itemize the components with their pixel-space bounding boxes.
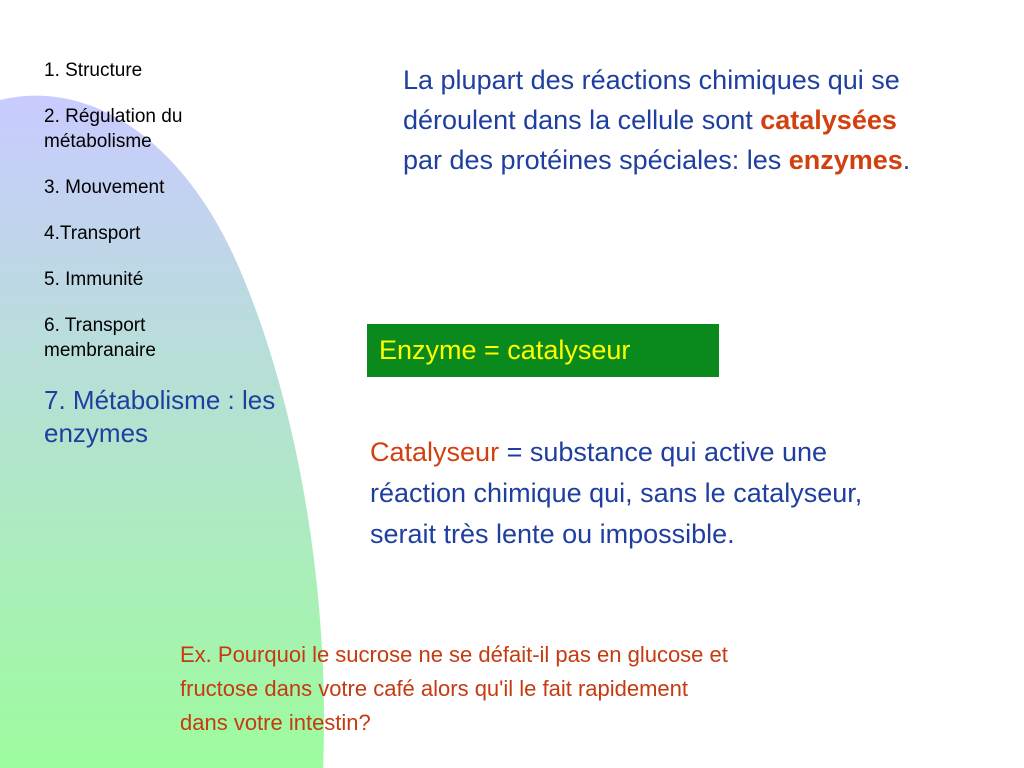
enzyme-catalyseur-box: Enzyme = catalyseur bbox=[367, 324, 719, 377]
example-line-1: Ex. Pourquoi le sucrose ne se défait-il pas en glucose et bbox=[180, 642, 728, 667]
example-line-2: fructose dans votre café alors qu'il le fait rapidement bbox=[180, 676, 689, 701]
sidebar-outline bbox=[44, 58, 304, 471]
highlight-enzymes: enzymes bbox=[788, 145, 903, 175]
intro-text-middle: par des protéines spéciales: les bbox=[403, 145, 789, 175]
example-line-3: dans votre intestin? bbox=[180, 710, 371, 735]
highlight-catalysees: catalysées bbox=[760, 105, 897, 135]
outline-item-transport-membranaire: 6. Transport membranaire bbox=[44, 315, 156, 361]
outline-item-structure: 1. Structure bbox=[44, 60, 143, 81]
outline-item-mouvement: 3. Mouvement bbox=[44, 177, 165, 198]
intro-text-before: La plupart des réactions chimiques qui se déroulent dans la cellule sont bbox=[403, 65, 900, 135]
outline-item-current-metabolisme: 7. Métabolisme : les enzymes bbox=[44, 385, 276, 448]
intro-text-end: . bbox=[902, 145, 911, 175]
intro-paragraph bbox=[403, 60, 933, 180]
definition-text: = substance qui active une réaction chimique qui, sans le catalyseur, serait très lente ou impossible. bbox=[370, 437, 863, 549]
outline-item-immunite: 5. Immunité bbox=[44, 269, 144, 290]
outline-item-regulation: 2. Régulation du métabolisme bbox=[44, 106, 183, 152]
definition-paragraph bbox=[370, 432, 915, 555]
definition-term: Catalyseur bbox=[370, 437, 500, 467]
example-question bbox=[180, 638, 940, 740]
outline-item-transport: 4.Transport bbox=[44, 223, 141, 244]
